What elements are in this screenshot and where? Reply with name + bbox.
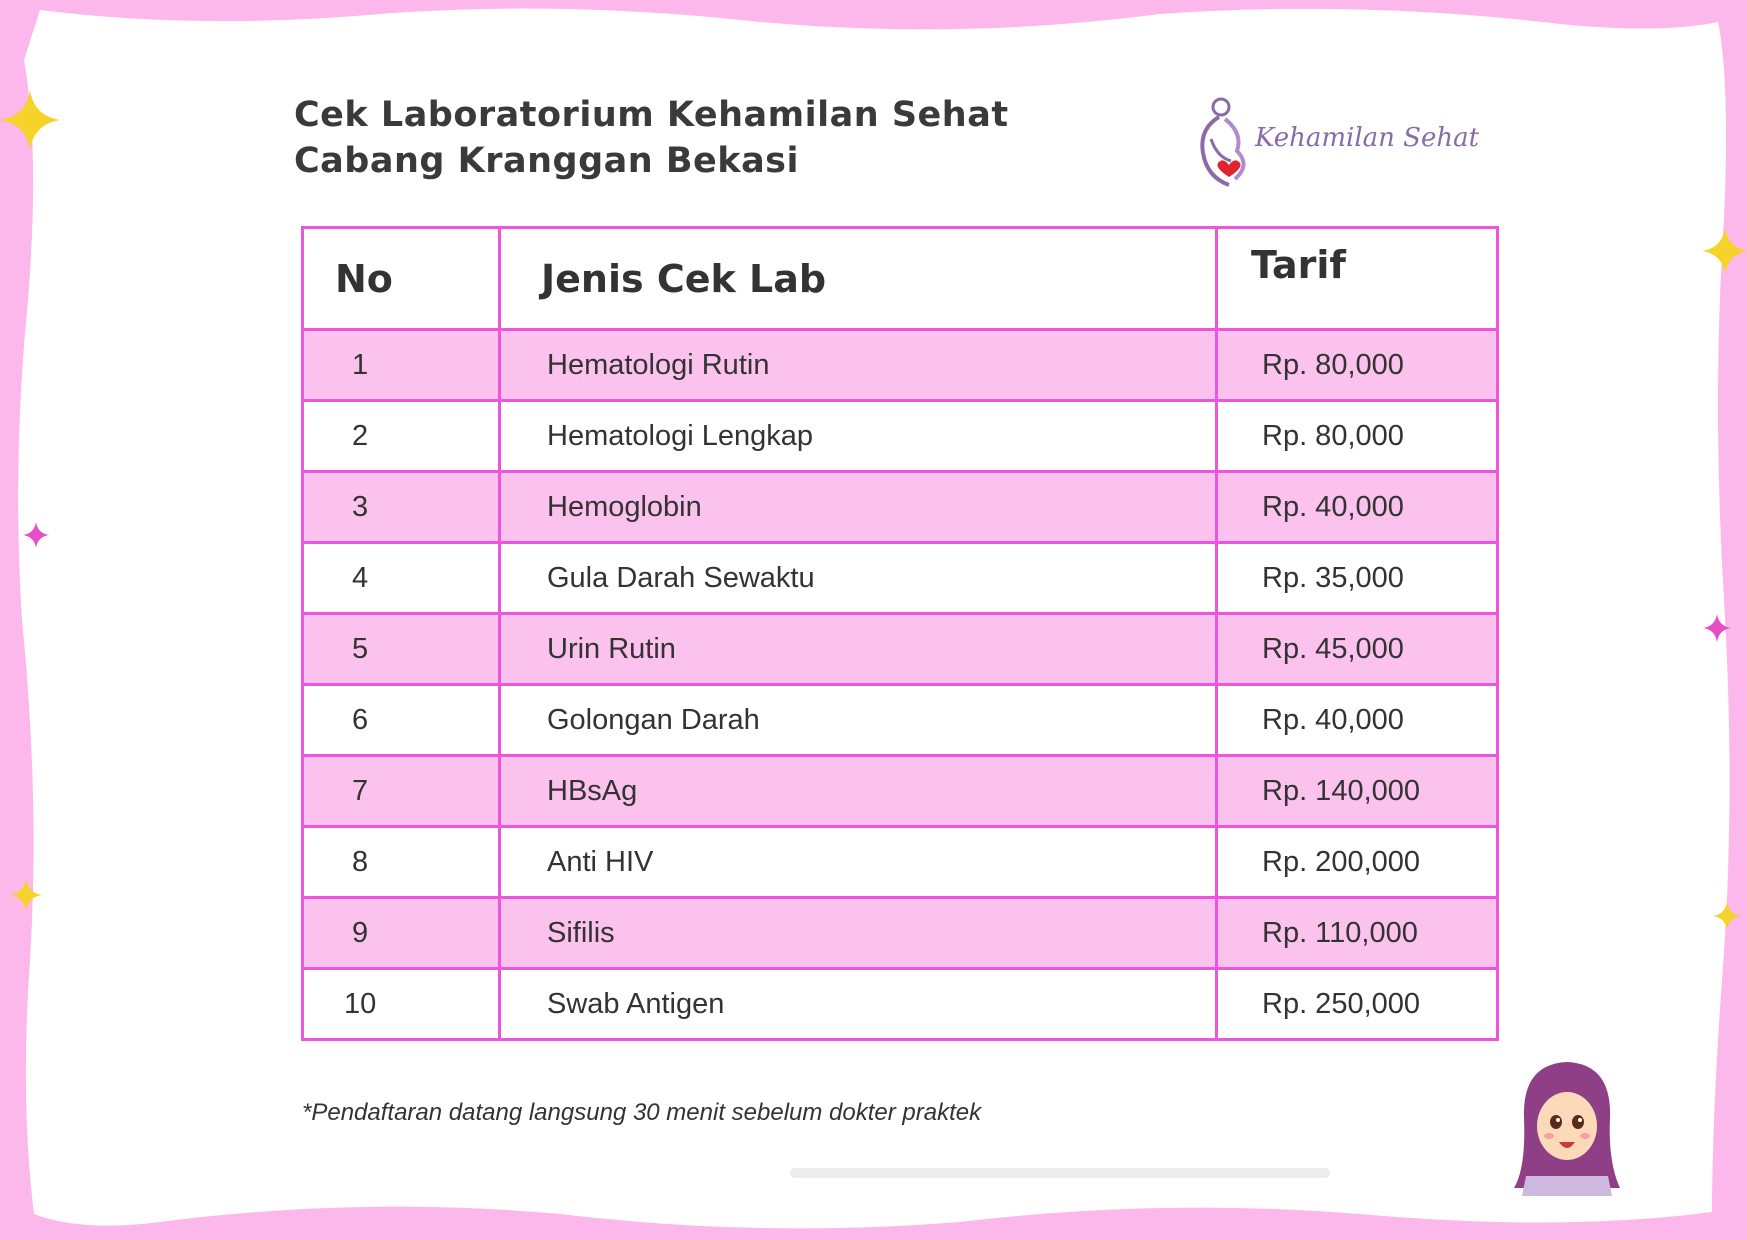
table-row <box>303 472 1498 543</box>
lab-test-price: Rp. 110,000 <box>1217 898 1498 969</box>
table-header-row <box>303 228 1498 330</box>
table-row <box>303 969 1498 1040</box>
row-number: 8 <box>303 827 500 898</box>
yellow-sparkle-icon <box>1713 902 1741 930</box>
row-number: 1 <box>303 330 500 401</box>
lab-test-name: Hemoglobin <box>500 472 1217 543</box>
lab-test-price: Rp. 140,000 <box>1217 756 1498 827</box>
row-number: 3 <box>303 472 500 543</box>
title-line-1: Cek Laboratorium Kehamilan Sehat <box>294 95 1009 135</box>
row-number: 2 <box>303 401 500 472</box>
brand-logo <box>1185 95 1480 195</box>
yellow-sparkle-icon <box>1702 228 1747 274</box>
lab-test-name: Anti HIV <box>500 827 1217 898</box>
hijab-girl-mascot-icon <box>1512 1058 1622 1198</box>
pink-sparkle-icon <box>1703 614 1731 642</box>
table-row <box>303 898 1498 969</box>
row-number: 5 <box>303 614 500 685</box>
row-number: 6 <box>303 685 500 756</box>
row-number: 4 <box>303 543 500 614</box>
pink-sparkle-icon <box>23 522 49 548</box>
decorative-bar <box>790 1168 1330 1178</box>
registration-note: *Pendaftaran datang langsung 30 menit sebelum dokter praktek <box>302 1099 982 1126</box>
yellow-sparkle-icon <box>0 90 60 150</box>
lab-test-price: Rp. 80,000 <box>1217 330 1498 401</box>
row-number: 9 <box>303 898 500 969</box>
page-title <box>294 92 1009 184</box>
table-row <box>303 827 1498 898</box>
lab-test-price: Rp. 200,000 <box>1217 827 1498 898</box>
lab-test-price: Rp. 250,000 <box>1217 969 1498 1040</box>
column-header-price: Tarif <box>1217 228 1498 330</box>
logo-text: Kehamilan Sehat <box>1255 123 1480 153</box>
table-row <box>303 543 1498 614</box>
yellow-sparkle-icon <box>10 879 42 911</box>
row-number: 10 <box>303 969 500 1040</box>
lab-test-name: Swab Antigen <box>500 969 1217 1040</box>
lab-test-name: Gula Darah Sewaktu <box>500 543 1217 614</box>
table-row <box>303 330 1498 401</box>
lab-test-name: Urin Rutin <box>500 614 1217 685</box>
row-number: 7 <box>303 756 500 827</box>
table-row <box>303 614 1498 685</box>
table-row <box>303 685 1498 756</box>
lab-test-price: Rp. 35,000 <box>1217 543 1498 614</box>
lab-test-price: Rp. 45,000 <box>1217 614 1498 685</box>
table-row <box>303 756 1498 827</box>
lab-test-price: Rp. 80,000 <box>1217 401 1498 472</box>
lab-test-price: Rp. 40,000 <box>1217 685 1498 756</box>
column-header-no: No <box>303 228 500 330</box>
lab-price-table <box>301 226 1499 1041</box>
lab-test-name: HBsAg <box>500 756 1217 827</box>
lab-test-name: Hematologi Lengkap <box>500 401 1217 472</box>
table-row <box>303 401 1498 472</box>
lab-test-price: Rp. 40,000 <box>1217 472 1498 543</box>
lab-test-name: Golongan Darah <box>500 685 1217 756</box>
lab-test-name: Hematologi Rutin <box>500 330 1217 401</box>
pregnant-mother-icon <box>1185 95 1255 195</box>
lab-test-name: Sifilis <box>500 898 1217 969</box>
column-header-name: Jenis Cek Lab <box>500 228 1217 330</box>
title-line-2: Cabang Kranggan Bekasi <box>294 141 800 181</box>
